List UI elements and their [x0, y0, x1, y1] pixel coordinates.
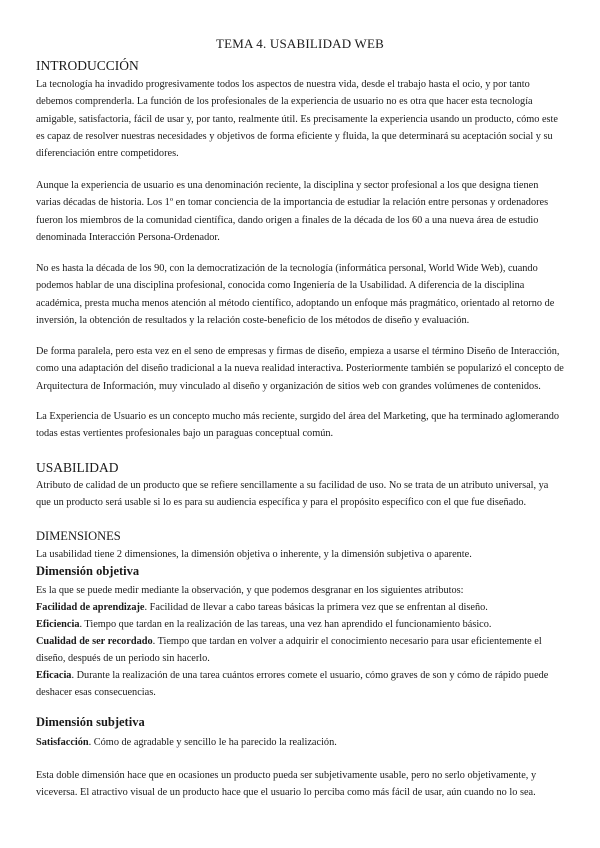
section-heading-introduccion: INTRODUCCIÓN	[36, 58, 139, 73]
attribute-eficacia-cont: deshacer esas consecuencias.	[36, 687, 156, 698]
attribute-label: Facilidad de aprendizaje	[36, 602, 145, 613]
objetiva-intro: Es la que se puede medir mediante la observación, y que podemos desgranar en los siguientes atributos:	[36, 585, 464, 596]
attribute-satisfaccion	[36, 734, 564, 751]
attribute-text: . Durante la realización de una tarea cuántos errores comete el usuario, cómo graves de son y cómo de rápido puede	[71, 670, 549, 681]
intro-paragraph-4: De forma paralela, pero esta vez en el seno de empresas y firmas de diseño, empieza a usarse el término Diseño de Interacción, como una adaptación del diseño tradicional a la nueva realidad interactiva. Posteriormente también se popularizó el concepto de Arquitectura de Información, muy vinculado al diseño y organización de sitios web con grandes volúmenes de contenidos.	[36, 346, 564, 392]
intro-paragraph-5: La Experiencia de Usuario es un concepto mucho más reciente, surgido del área del Marketing, que ha terminado aglomerando todas estas vertientes profesionales bajo un paraguas conceptual común.	[36, 411, 560, 440]
subheading-dimension-objetiva: Dimensión objetiva	[36, 564, 140, 578]
subheading-dimension-subjetiva: Dimensión subjetiva	[36, 715, 145, 729]
intro-paragraph-1: La tecnología ha invadido progresivamente todos los aspectos de nuestra vida, desde el trabajo hasta el ocio, y por tanto debemos comprenderla. La función de los profesionales de la experiencia de usuario no es otra que hacer esta tecnología amigable, satisfactoria, fácil de usar y, por tanto, realmente útil. Es precisamente la experiencia usando un producto, cómo este es capaz de resolver nuestras necesidades y objetivos de forma eficiente y fluida, la que determinará su aceptación social y su diferenciación entre competidores.	[36, 79, 558, 160]
attribute-label: Eficiencia	[36, 619, 80, 630]
section-heading-usabilidad: USABILIDAD	[36, 460, 119, 475]
usabilidad-paragraph: Atributo de calidad de un producto que se refiere sencillamente a su facilidad de uso. No se trata de un atributo universal, ya que un producto será usable si lo es para su audiencia específica y para el propósito específico con el que fue diseñado.	[36, 480, 549, 509]
attribute-text: . Facilidad de llevar a cabo tareas básicas la primera vez que se enfrentan al diseño.	[144, 602, 488, 613]
attribute-eficiencia	[36, 616, 564, 633]
attribute-cualidad-recordado	[36, 633, 564, 650]
intro-paragraph-2: Aunque la experiencia de usuario es una denominación reciente, la disciplina y sector profesional a los que designa tienen varias décadas de historia. Los 1º en tomar conciencia de la importancia de estudiar la relación entre personas y ordenadores fueron los miembros de la comunidad científica, dando origen a finales de la década de los 60 a una nueva área de estudio denominada Interacción Persona-Ordenador.	[36, 180, 549, 243]
section-heading-dimensiones: DIMENSIONES	[36, 529, 121, 543]
document-title: TEMA 4. USABILIDAD WEB	[215, 36, 385, 51]
attribute-label: Satisfacción	[36, 737, 89, 748]
attribute-cualidad-recordado-cont: diseño, después de un periodo sin hacerlo.	[36, 653, 210, 664]
attribute-label: Cualidad de ser recordado	[36, 636, 153, 647]
attribute-text: . Tiempo que tardan en volver a adquirir el conocimiento necesario para usar eficientemente el	[152, 636, 542, 647]
attribute-facilidad-aprendizaje	[36, 599, 564, 616]
intro-paragraph-3: No es hasta la década de los 90, con la democratización de la tecnología (informática personal, World Wide Web), cuando podemos hablar de una disciplina profesional, conocida como Ingeniería de la Usabilidad. A diferencia de la disciplina académica, presta mucha menos atención al método científico, adoptando un enfoque más pragmático, orientado al retorno de inversión, la obtención de resultados y la relación coste-beneficio de los métodos de diseño y evaluación.	[36, 263, 555, 326]
attribute-text: . Tiempo que tardan en la realización de las tareas, una vez han aprendido el funcionamiento básico.	[79, 619, 492, 630]
attribute-eficacia	[36, 667, 564, 684]
attribute-text: . Cómo de agradable y sencillo le ha parecido la realización.	[88, 737, 337, 748]
attribute-label: Eficacia	[36, 670, 72, 681]
dimensiones-intro: La usabilidad tiene 2 dimensiones, la dimensión objetiva o inherente, y la dimensión subjetiva o aparente.	[36, 549, 472, 560]
closing-paragraph: Esta doble dimensión hace que en ocasiones un producto pueda ser subjetivamente usable, pero no serlo objetivamente, y viceversa. El atractivo visual de un producto hace que el usuario lo perciba como más fácil de usar, aún cuando no lo sea.	[36, 770, 537, 799]
